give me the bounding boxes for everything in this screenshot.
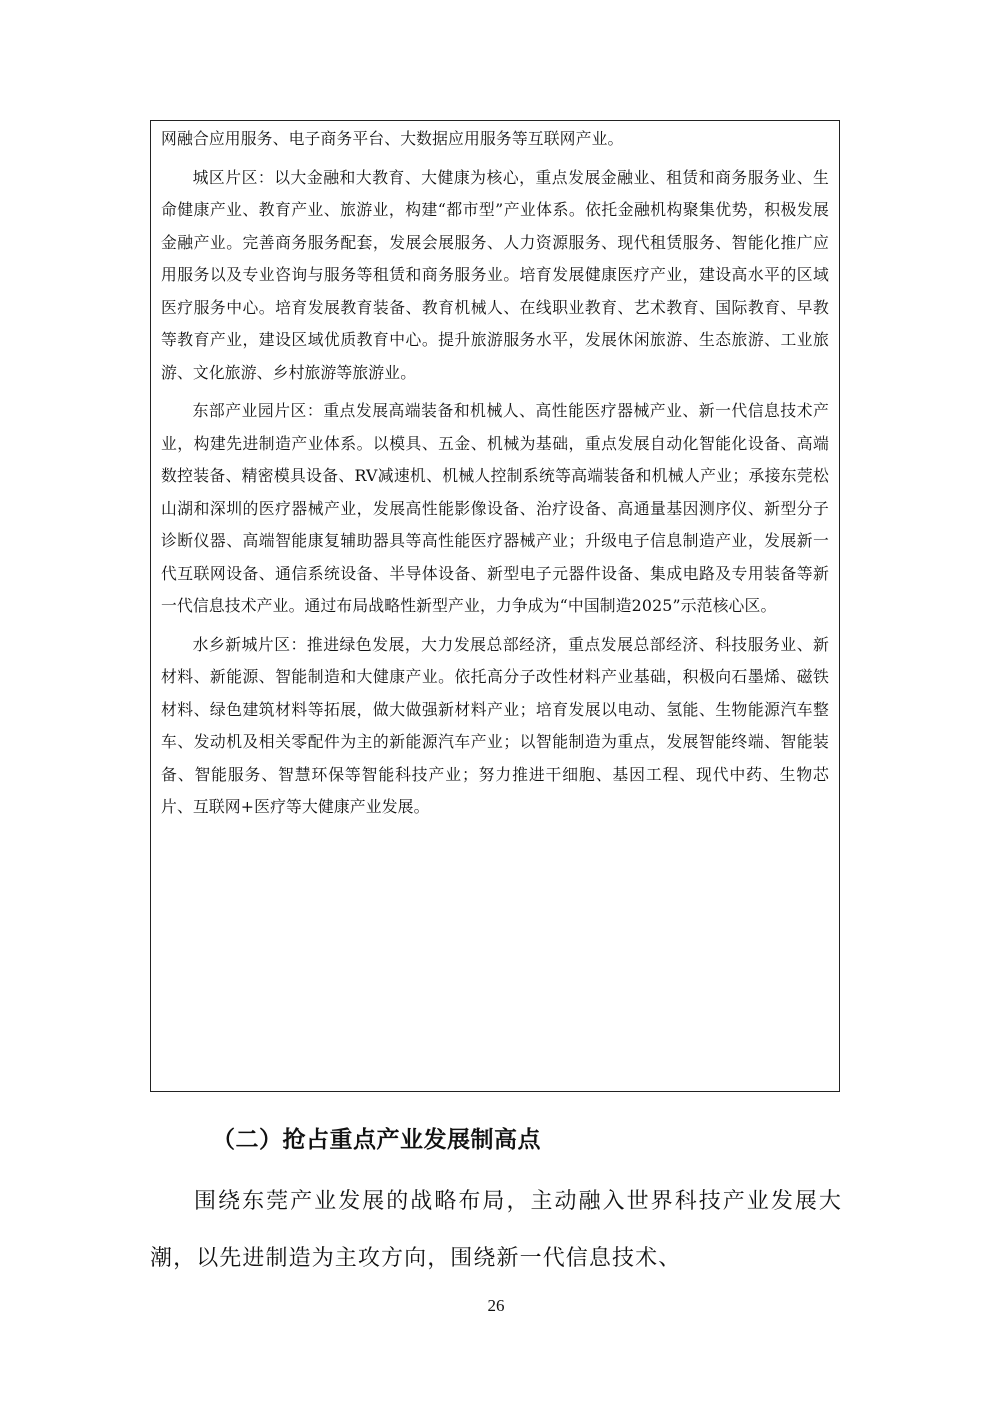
page-number: 26 [487, 1296, 505, 1315]
box-paragraph-water-town: 水乡新城片区：推进绿色发展，大力发展总部经济，重点发展总部经济、科技服务业、新材料、新能源、智能制造和大健康产业。依托高分子改性材料产业基础，积极向石墨烯、磁铁材料、绿色建筑材料等拓展，做大做强新材料产业；培育发展以电动、氢能、生物能源汽车整车、发动机及相关零配件为主的新能源汽车产业；以智能制造为重点，发展智能终端、智能装备、智能服务、智慧环保等智能科技产业；努力推进干细胞、基因工程、现代中药、生物芯片、互联网+医疗等大健康产业发展。 [161, 634, 829, 816]
box-paragraph-urban-area: 城区片区：以大金融和大教育、大健康为核心，重点发展金融业、租赁和商务服务业、生命健康产业、教育产业、旅游业，构建“都市型”产业体系。依托金融机构聚集优势，积极发展金融产业。完善商务服务配套，发展会展服务、人力资源服务、现代租赁服务、智能化推广应用服务以及专业咨询与服务等租赁和商务服务业。培育发展健康医疗产业，建设高水平的区域医疗服务中心。培育发展教育装备、教育机械人、在线职业教育、艺术教育、国际教育、早教等教育产业，建设区域优质教育中心。提升旅游服务水平，发展休闲旅游、生态旅游、工业旅游、文化旅游、乡村旅游等旅游业。 [161, 167, 829, 382]
box-paragraph-eastern-industrial-park: 东部产业园片区：重点发展高端装备和机械人、高性能医疗器械产业、新一代信息技术产业，构建先进制造产业体系。以模具、五金、机械为基础，重点发展自动化智能化设备、高端数控装备、精密模具设备、RV减速机、机械人控制系统等高端装备和机械人产业；承接东莞松山湖和深圳的医疗器械产业，发展高性能影像设备、治疗设备、高通量基因测序仪、新型分子诊断仪器、高端智能康复辅助器具等高性能医疗器械产业；升级电子信息制造产业，发展新一代互联网设备、通信系统设备、半导体设备、新型电子元器件设备、集成电路及专用装备等新一代信息技术产业。通过布局战略性新型产业，力争成为“中国制造2025”示范核心区。 [161, 401, 829, 615]
text-box [150, 120, 840, 1092]
section-heading: （二）抢占重点产业发展制高点 [212, 1127, 541, 1153]
section-body-paragraph: 围绕东莞产业发展的战略布局，主动融入世界科技产业发展大潮，以先进制造为主攻方向，围绕新一代信息技术、 [150, 1189, 842, 1271]
box-paragraph-continuation: 网融合应用服务、电子商务平台、大数据应用服务等互联网产业。 [161, 129, 624, 148]
